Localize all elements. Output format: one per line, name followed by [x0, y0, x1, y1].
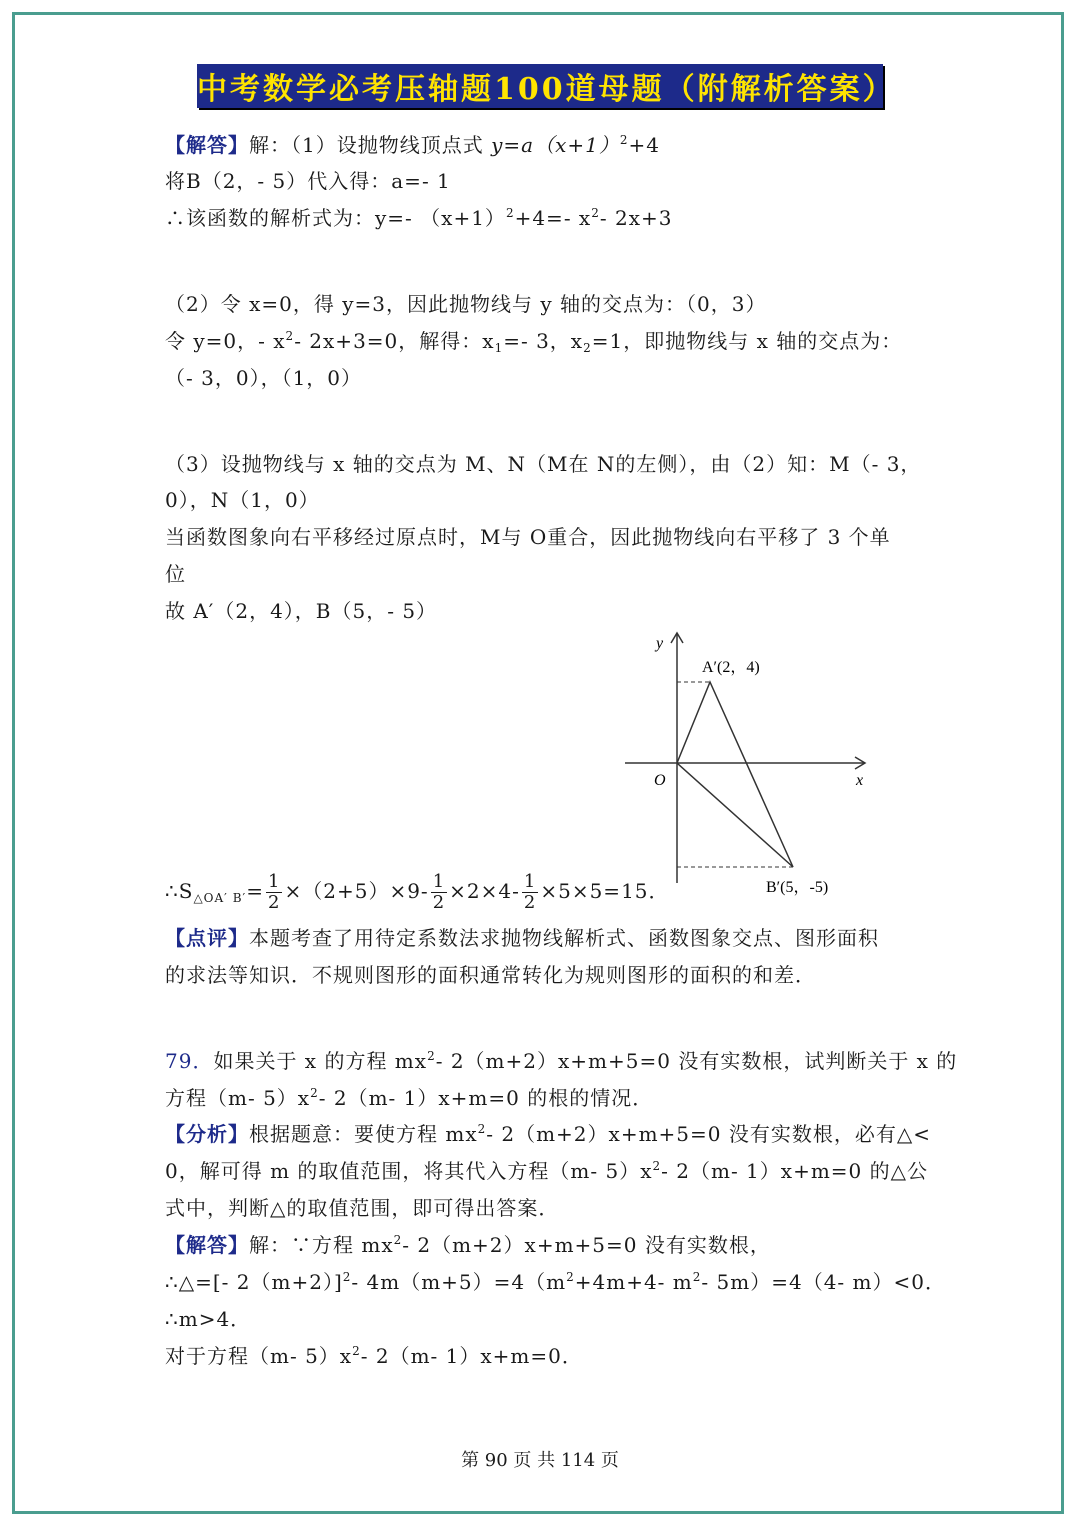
comment-line-2: 的求法等知识．不规则图形的面积通常转化为规则图形的面积的和差． [165, 963, 816, 987]
part3-line-4: 位 [165, 562, 186, 586]
part2-line-2: 令 y=0，- $x^2-$ 2x+3=0，解得：$x_1=-$ 3，$x_2=1$，即抛物线与 x 轴的交点为： [165, 329, 903, 355]
fraction-half: $\frac{1}{2}$ [432, 871, 446, 913]
part2-line-3: （- 3，0），（1，0） [165, 366, 363, 390]
solution-line-3: ∴m>4． [165, 1307, 252, 1331]
solution-line-1: 【解答】解：∵方程 $mx^2-$ 2（m+2）x+m+5=0 没有实数根， [165, 1233, 771, 1257]
page-title: 中考数学必考压轴题100道母题（附解析答案） [197, 64, 883, 108]
part3-line-1: （3）设抛物线与 x 轴的交点为 M、N（M在 N的左侧），由（2）知：M（- 3， [165, 452, 922, 476]
analysis-line-3: 式中，判断△的取值范围，即可得出答案． [165, 1196, 560, 1220]
answer-line-3: ∴该函数的解析式为：y=- $(x+1)^2+4=-$ $x^2-$ 2x+3 [165, 206, 673, 230]
analysis-line-1: 【分析】根据题意：要使方程 $mx^2-$ 2（m+2）x+m+5=0 没有实数根，必有△< [165, 1122, 931, 1146]
fraction-half: $\frac{1}{2}$ [268, 871, 281, 913]
comment-tag: 【点评】 [165, 926, 249, 950]
triangle-oab [677, 682, 793, 867]
part3-line-3: 当函数图象向右平移经过原点时，M与 O重合，因此抛物线向右平移了 3 个单 [165, 525, 891, 549]
analysis-tag: 【分析】 [165, 1122, 249, 1146]
x-axis-label: x [856, 772, 864, 789]
part3-line-2: 0），N（1，0） [165, 488, 320, 512]
answer-tag: 【解答】 [165, 1233, 249, 1257]
solution-line-2: ∴△=[- 2（m+2）]$^2$- $4m(m+5)=4(m^2+4m+4-$ $m^2-$ 5m）=4（4- m）<0． [165, 1270, 946, 1294]
answer-line-1: 【解答】解：（1）设抛物线顶点式 $y=a(x+1)^2+4$ [165, 133, 660, 157]
answer-line-2: 将B（2，- 5）代入得：a=- 1 [165, 169, 451, 193]
answer-tag: 【解答】 [165, 133, 249, 157]
part2-line-1: （2）令 x=0，得 y=3，因此抛物线与 y 轴的交点为：（0，3） [165, 292, 767, 316]
q79-line-1: 79．如果关于 x 的方程 $mx^2-$ 2（m+2）x+m+5=0 没有实数根，试判断关于 x 的 [165, 1049, 958, 1073]
solution-line-4: 对于方程（m- $5)x^2-$ 2（m- 1）x+m=0． [165, 1344, 583, 1368]
y-axis-label: y [656, 635, 664, 652]
point-a-label: A′(2，4) [702, 659, 760, 676]
origin-label: O [654, 772, 666, 789]
fraction-half: $\frac{1}{2}$ [523, 871, 537, 913]
q79-line-2: 方程（m- $5)x^2-$ 2（m- 1）x+m=0 的根的情况． [165, 1086, 654, 1110]
question-number: 79． [165, 1049, 214, 1073]
comment-line-1: 【点评】本题考查了用待定系数法求抛物线解析式、函数图象交点、图形面积 [165, 926, 879, 950]
point-b-label: B′(5，-5) [766, 879, 829, 896]
coordinate-graph [620, 628, 880, 898]
analysis-line-2: 0，解可得 m 的取值范围，将其代入方程（m- $5)x^2-$ 2（m- 1）x+m=0 的△公 [165, 1159, 929, 1183]
part3-line-5: 故 A′（2，4），B（5，- 5） [165, 599, 438, 623]
page-footer: 第 90 页 共 114 页 [461, 1450, 619, 1471]
area-formula: $\therefore S_{\triangle OA' B'}=$ $\frac{1}{2}$ ×（2+5）×9- $\frac{1}{2}$ ×2×4- $\frac{1}{2}$ ×5×5=15． [165, 871, 670, 913]
